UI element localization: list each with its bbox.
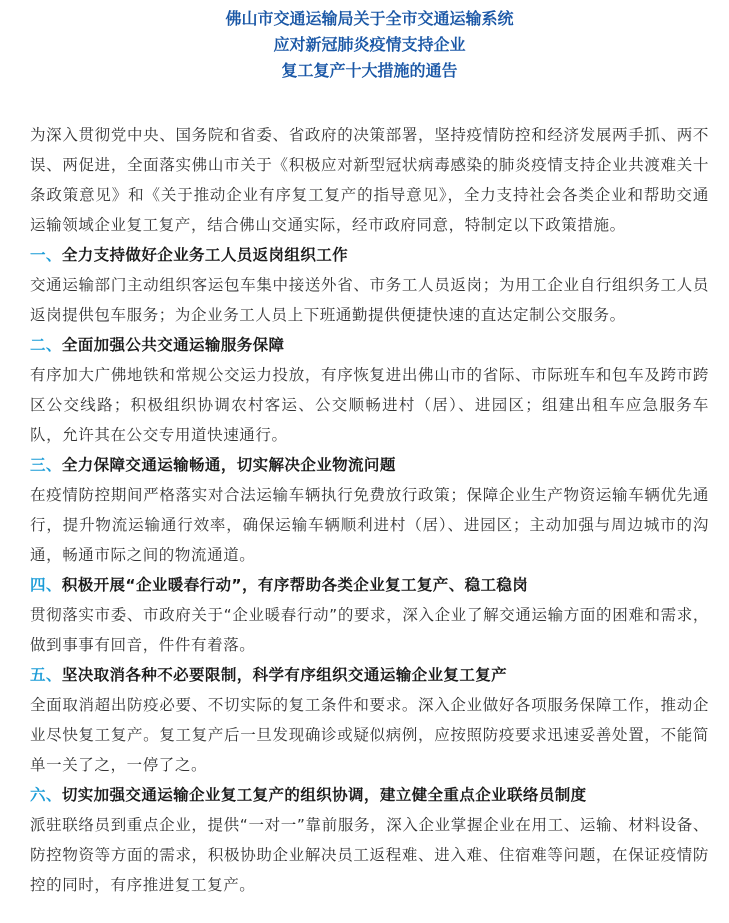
measure-section-2 [30,330,709,450]
section-heading-text: 全力保障交通运输畅通，切实解决企业物流问题 [61,456,396,474]
section-heading-text: 切实加强交通运输企业复工复产的组织协调，建立健全重点企业联络员制度 [61,786,587,804]
intro-paragraph: 为深入贯彻党中央、国务院和省委、省政府的决策部署，坚持疫情防控和经济发展两手抓、两不误、两促进，全面落实佛山市关于《积极应对新型冠状病毒感染的肺炎疫情支持企业共渡难关十条政策意见》和《关于推动企业有序复工复产的指导意见》，全力支持社会各类企业和帮助交通运输领域企业复工复产，结合佛山交通实际，经市政府同意，特制定以下政策措施。 [30,126,709,234]
section-heading [30,240,709,270]
section-number: 三、 [30,456,62,474]
section-number: 四、 [30,576,62,594]
section-body: 全面取消超出防疫必要、不切实际的复工条件和要求。深入企业做好各项服务保障工作，推动企业尽快复工复产。复工复产后一旦发现确诊或疑似病例，应按照防疫要求迅速妥善处置，不能简单一关了之，一停了之。 [30,696,709,774]
section-heading [30,780,709,810]
section-heading-text: 全力支持做好企业务工人员返岗组织工作 [61,246,349,264]
notice-title [30,6,709,84]
section-heading-text: 坚决取消各种不必要限制，科学有序组织交通运输企业复工复产 [61,666,508,684]
measure-section-4 [30,570,709,660]
measure-section-5 [30,660,709,780]
section-heading-text: 全面加强公共交通运输服务保障 [61,336,285,354]
title-line-1: 佛山市交通运输局关于全市交通运输系统 [225,9,514,28]
title-spacer [30,84,709,120]
measure-section-3 [30,450,709,570]
section-number: 六、 [30,786,62,804]
title-line-2: 应对新冠肺炎疫情支持企业 [273,35,466,54]
measure-section-6 [30,780,709,900]
section-body: 交通运输部门主动组织客运包车集中接送外省、市务工人员返岗；为用工企业自行组织务工人员返岗提供包车服务；为企业务工人员上下班通勤提供便捷快速的直达定制公交服务。 [30,276,709,324]
section-body: 在疫情防控期间严格落实对合法运输车辆执行免费放行政策；保障企业生产物资运输车辆优先通行，提升物流运输通行效率，确保运输车辆顺利进村（居）、进园区；主动加强与周边城市的沟通，畅通市际之间的物流通道。 [30,486,709,564]
title-line-3: 复工复产十大措施的通告 [281,61,458,80]
section-heading [30,330,709,360]
section-number: 二、 [30,336,62,354]
section-heading [30,450,709,480]
section-body: 贯彻落实市委、市政府关于“企业暖春行动”的要求，深入企业了解交通运输方面的困难和需求，做到事事有回音，件件有着落。 [30,606,709,654]
measure-section-1 [30,240,709,330]
section-number: 五、 [30,666,62,684]
section-body: 有序加大广佛地铁和常规公交运力投放，有序恢复进出佛山市的省际、市际班车和包车及跨市跨区公交线路；积极组织协调农村客运、公交顺畅进村（居）、进园区；组建出租车应急服务车队，允许其在公交专用道快速通行。 [30,366,709,444]
section-heading [30,660,709,690]
section-body: 派驻联络员到重点企业，提供“一对一”靠前服务，深入企业掌握企业在用工、运输、材料设备、防控物资等方面的需求，积极协助企业解决员工返程难、进入难、住宿难等问题，在保证疫情防控的同时，有序推进复工复产。 [30,816,709,894]
section-heading-text: 积极开展“企业暖春行动”，有序帮助各类企业复工复产、稳工稳岗 [61,576,529,594]
section-number: 一、 [30,246,62,264]
section-heading [30,570,709,600]
